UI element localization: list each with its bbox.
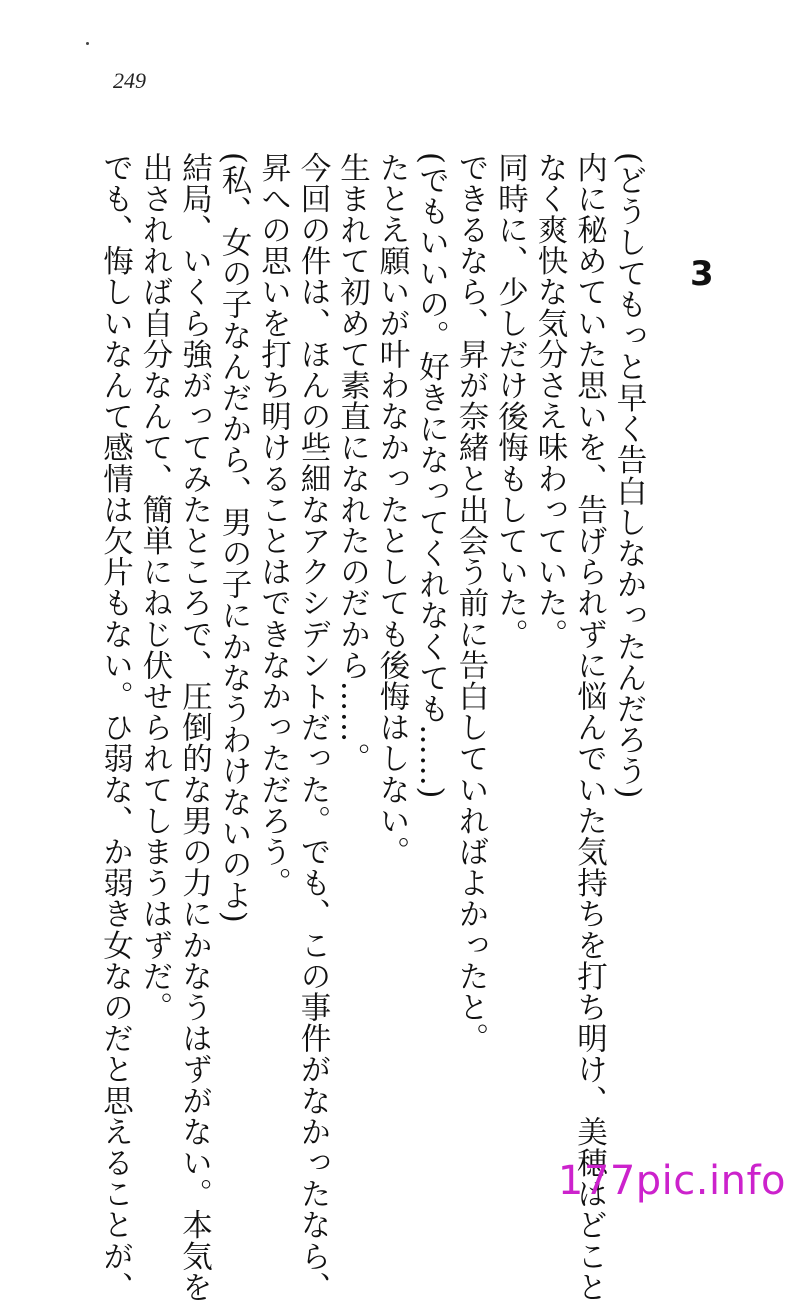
text-line: (私、女の子なんだから、男の子にかなうわけないのよ) (216, 152, 251, 924)
novel-body-text (95, 152, 648, 1303)
text-line: (でもいいの。好きになってくれなくても……) (413, 152, 449, 799)
chapter-number: 3 (690, 254, 714, 294)
text-line: 生まれて初めて素直になれたのだから……。 (334, 152, 370, 774)
text-line: 昇への思いを打ち明けることはできなかっただろう。 (255, 152, 291, 899)
text-line: できるなら、昇が奈緒と出会う前に告白していればよかったと。 (453, 152, 488, 1054)
text-line: (どうしてもっと早く告白しなかったんだろう) (611, 152, 646, 799)
text-line: 結局、いくら強がってみたところで、圧倒的な男の力にかなうはずがない。本気を (176, 152, 212, 1303)
page-number: 249 (113, 68, 146, 93)
text-line: 出されれば自分なんて、簡単にねじ伏せられてしまうはずだ。 (137, 152, 172, 1023)
text-line: たとえ願いが叶わなかったとしても後悔はしない。 (374, 152, 409, 868)
text-line: 同時に、少しだけ後悔もしていた。 (492, 152, 528, 650)
text-line: でも、悔しいなんて感情は欠片もない。ひ弱な、か弱き女なのだと思えることが、 (97, 152, 133, 1303)
text-line: なく爽快な気分さえ味わっていた。 (532, 152, 567, 650)
speck-dot (86, 42, 89, 45)
text-line: 今回の件は、ほんの些細なアクシデントだった。でも、この事件がなかったなら、 (295, 152, 330, 1303)
watermark-link[interactable]: 177pic.info (557, 1158, 786, 1204)
text-line: 内に秘めていた思いを、告げられずに悩んでいた気持ちを打ち明け、美穂はどこと (571, 152, 607, 1303)
